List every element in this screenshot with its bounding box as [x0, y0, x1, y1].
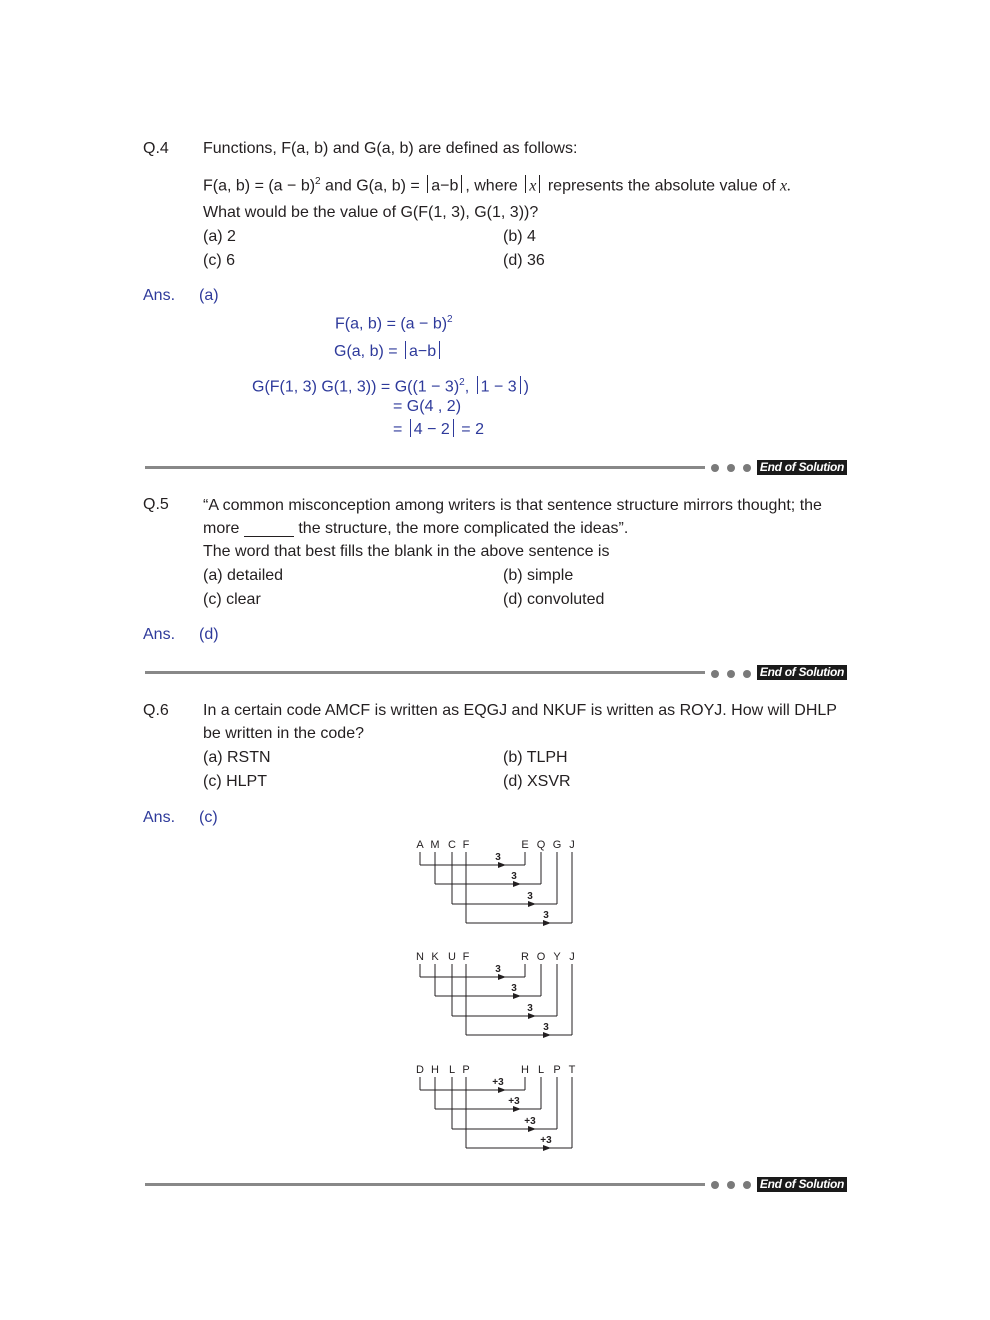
shift-label: 3 — [495, 964, 501, 975]
q5-statement-line-2: more the structure, the more complicated the ideas”. — [203, 520, 629, 537]
shift-label: 3 — [495, 852, 501, 863]
separator-dot — [727, 1181, 735, 1189]
q6-answer-label: Ans. — [143, 809, 176, 826]
q4-option-b: (b) 4 — [503, 228, 536, 245]
q5-answer-label: Ans. — [143, 626, 176, 643]
code-letter: J — [569, 839, 575, 851]
code-letter: Y — [553, 951, 561, 963]
q6-option-a: (a) RSTN — [203, 749, 271, 766]
q5-question: The word that best fills the blank in the above sentence is — [203, 543, 610, 560]
source-letter: M — [430, 839, 440, 851]
q5-option-c: (c) clear — [203, 591, 261, 608]
q4-solution-line-4: = G(4 , 2) — [393, 398, 462, 415]
q5-option-a: (a) detailed — [203, 567, 284, 584]
q4-answer-value: (a) — [199, 287, 219, 304]
shift-label: 3 — [543, 1022, 549, 1033]
separator-line — [145, 671, 705, 674]
shift-label: 3 — [511, 983, 517, 994]
source-letter: A — [416, 839, 424, 851]
end-of-solution-badge: End of Solution — [757, 665, 847, 680]
source-letter: L — [448, 1064, 456, 1076]
q4-question: What would be the value of G(F(1, 3), G(1, 3))? — [203, 204, 539, 221]
code-letter: Q — [536, 839, 546, 851]
shift-label: +3 — [540, 1135, 552, 1146]
source-letter: F — [462, 951, 470, 963]
source-letter: D — [416, 1064, 424, 1076]
q6-option-d: (d) XSVR — [503, 773, 571, 790]
source-letter: U — [448, 951, 456, 963]
code-letter: H — [521, 1064, 529, 1076]
shift-label: +3 — [524, 1116, 536, 1127]
source-letter: C — [448, 839, 456, 851]
blank-line — [244, 522, 294, 537]
separator-dot — [711, 1181, 719, 1189]
question-number-q5: Q.5 — [143, 496, 169, 513]
q5-answer-value: (d) — [199, 626, 219, 643]
q6-option-b: (b) TLPH — [503, 749, 568, 766]
separator-dot — [727, 670, 735, 678]
q5-option-d: (d) convoluted — [503, 591, 605, 608]
source-letter: H — [431, 1064, 439, 1076]
q6-answer-value: (c) — [199, 809, 218, 826]
shift-diagram-3 — [405, 1060, 590, 1160]
separator-line — [145, 1183, 705, 1186]
question-number-q6: Q.6 — [143, 702, 169, 719]
separator-line — [145, 466, 705, 469]
separator-dot — [743, 1181, 751, 1189]
code-letter: T — [568, 1064, 576, 1076]
q4-answer-label: Ans. — [143, 287, 176, 304]
shift-diagram-2 — [405, 947, 590, 1047]
question-number-q4: Q.4 — [143, 140, 169, 157]
source-letter: F — [462, 839, 470, 851]
separator-dot — [727, 464, 735, 472]
code-letter: E — [521, 839, 529, 851]
shift-label: 3 — [511, 871, 517, 882]
q4-option-a: (a) 2 — [203, 228, 236, 245]
q4-solution-line-2: G(a, b) = a−b — [334, 340, 443, 363]
q4-option-d: (d) 36 — [503, 252, 545, 269]
q6-statement-line-2: be written in the code? — [203, 725, 364, 742]
shift-label: +3 — [508, 1096, 520, 1107]
code-letter: J — [569, 951, 575, 963]
q4-option-c: (c) 6 — [203, 252, 235, 269]
separator-dot — [711, 670, 719, 678]
end-of-solution-badge: End of Solution — [757, 1177, 847, 1192]
q4-solution-line-5: = 4 − 2 = 2 — [393, 421, 484, 438]
shift-label: +3 — [492, 1077, 504, 1088]
shift-diagram-1 — [405, 835, 590, 935]
code-letter: O — [536, 951, 546, 963]
q4-statement: Functions, F(a, b) and G(a, b) are defined as follows: — [203, 140, 578, 157]
code-letter: R — [521, 951, 529, 963]
shift-label: 3 — [527, 1003, 533, 1014]
source-letter: N — [416, 951, 424, 963]
q4-definition: F(a, $b) = (a - b)^2$ and G(a, b) = a−b , where x represents the absolute value of x. — [203, 176, 792, 195]
source-letter: K — [431, 951, 439, 963]
separator-dot — [711, 464, 719, 472]
code-letter: P — [553, 1064, 561, 1076]
end-of-solution-badge: End of Solution — [757, 460, 847, 475]
q4-solution-line-3: G(F(1, 3) G(1, $3)) = G((1 - 3)^2$, 1 − 3 ) — [252, 377, 529, 396]
shift-label: 3 — [543, 910, 549, 921]
q5-statement-line-1: “A common misconception among writers is that sentence structure mirrors thought; the — [203, 497, 822, 514]
q4-solution-line-1: F(a, $b) = (a - b)^2$ — [335, 314, 453, 333]
code-letter: L — [537, 1064, 545, 1076]
separator-dot — [743, 670, 751, 678]
q6-statement-line-1: In a certain code AMCF is written as EQGJ and NKUF is written as ROYJ. How will DHLP — [203, 702, 837, 719]
shift-label: 3 — [527, 891, 533, 902]
code-letter: G — [552, 839, 562, 851]
separator-dot — [743, 464, 751, 472]
q6-option-c: (c) HLPT — [203, 773, 267, 790]
source-letter: P — [462, 1064, 470, 1076]
q5-option-b: (b) simple — [503, 567, 574, 584]
